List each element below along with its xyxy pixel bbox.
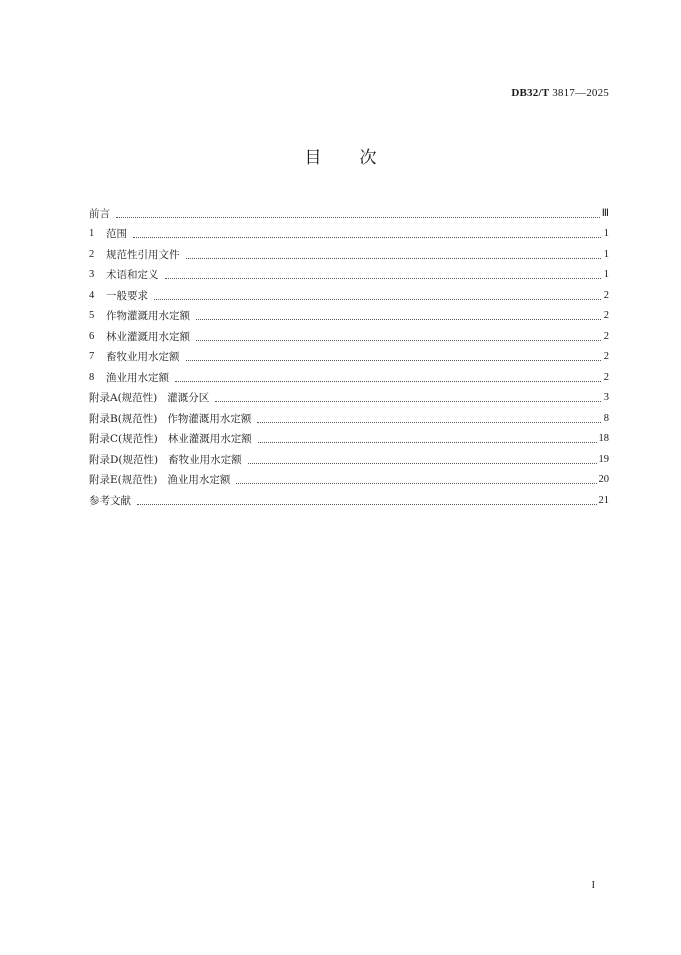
toc-leader-dots xyxy=(258,441,597,443)
toc-entry-page: Ⅲ xyxy=(601,207,609,219)
page-title-char-1: 目 xyxy=(304,148,322,168)
toc-entry-label: 附录C(规范性) xyxy=(89,433,158,445)
toc-entry-page: 20 xyxy=(598,474,609,485)
toc-leader-dots xyxy=(154,298,601,300)
toc-leader-dots xyxy=(116,216,600,218)
toc-entry-page: 1 xyxy=(603,269,609,280)
toc-leader-dots xyxy=(257,421,601,423)
toc-leader-dots xyxy=(137,503,597,505)
toc-entry-page: 2 xyxy=(603,351,609,362)
toc-entry[interactable] xyxy=(89,200,609,221)
toc-entry-label: 附录A(规范性) xyxy=(89,392,158,404)
page-title-char-2: 次 xyxy=(359,148,377,168)
page-number: I xyxy=(591,880,595,891)
toc-entry[interactable] xyxy=(89,426,609,447)
toc-entry-label: 附录D(规范性) xyxy=(89,453,159,466)
toc-leader-dots xyxy=(248,462,597,464)
toc-entry-label: 附录B(规范性) xyxy=(89,412,158,425)
toc-entry-label: 畜牧业用水定额 xyxy=(106,351,180,363)
toc-entry[interactable] xyxy=(89,385,609,406)
document-code xyxy=(511,87,609,99)
toc-entry[interactable] xyxy=(89,303,609,324)
toc-entry-number: 2 xyxy=(89,248,95,260)
toc-leader-dots xyxy=(175,380,601,382)
toc-entry-label: 范围 xyxy=(106,228,127,240)
toc-leader-dots xyxy=(196,339,601,341)
toc-entry[interactable] xyxy=(89,467,609,488)
toc-entry[interactable] xyxy=(89,364,609,385)
toc-leader-dots xyxy=(196,318,601,320)
toc-entry-label: 渔业用水定额 xyxy=(106,371,169,384)
toc-entry[interactable] xyxy=(89,241,609,262)
toc-entry[interactable] xyxy=(89,221,609,242)
toc-entry-label: 林业灌溉用水定额 xyxy=(106,330,190,343)
toc-entry-page: 1 xyxy=(603,228,609,239)
toc-entry[interactable] xyxy=(89,282,609,303)
toc-entry[interactable] xyxy=(89,405,609,426)
toc-entry-page: 21 xyxy=(598,494,609,506)
toc-leader-dots xyxy=(236,482,596,484)
toc-entry-page: 3 xyxy=(603,392,609,403)
toc-entry[interactable] xyxy=(89,487,609,508)
toc-entry-page: 1 xyxy=(603,248,609,260)
toc-entry-sublabel: 渔业用水定额 xyxy=(167,474,231,486)
toc-entry-page: 2 xyxy=(603,310,609,321)
toc-entry-label: 一般要求 xyxy=(106,289,148,302)
toc-entry-page: 19 xyxy=(598,453,609,465)
document-code-prefix: DB32/T xyxy=(511,87,550,99)
toc-entry-page: 2 xyxy=(603,330,609,342)
toc-entry-label: 术语和定义 xyxy=(106,269,159,281)
toc-leader-dots xyxy=(165,277,602,279)
toc-entry-page: 18 xyxy=(598,433,609,444)
toc-entry-number: 8 xyxy=(89,371,95,383)
toc-leader-dots xyxy=(215,400,601,402)
toc-entry[interactable] xyxy=(89,323,609,344)
toc-entry-number: 7 xyxy=(89,351,95,362)
table-of-contents xyxy=(89,200,609,508)
toc-entry-page: 2 xyxy=(603,371,609,383)
toc-entry[interactable] xyxy=(89,446,609,467)
toc-entry-number: 3 xyxy=(89,269,95,280)
toc-entry-label: 附录E(规范性) xyxy=(89,474,158,486)
toc-entry-label: 规范性引用文件 xyxy=(106,248,180,261)
toc-leader-dots xyxy=(186,257,602,259)
toc-entry-label: 作物灌溉用水定额 xyxy=(106,310,190,322)
toc-entry-page: 2 xyxy=(603,289,609,301)
toc-entry-label: 前言 xyxy=(89,207,110,220)
page-title xyxy=(0,143,681,168)
toc-entry-number: 4 xyxy=(89,289,95,301)
toc-leader-dots xyxy=(186,359,602,361)
toc-entry-page: 8 xyxy=(603,412,609,424)
toc-entry-sublabel: 灌溉分区 xyxy=(167,392,210,404)
toc-entry-sublabel: 林业灌溉用水定额 xyxy=(167,433,252,445)
toc-entry-number: 1 xyxy=(89,228,95,239)
toc-entry[interactable] xyxy=(89,344,609,365)
toc-entry-number: 6 xyxy=(89,330,95,342)
toc-entry[interactable] xyxy=(89,262,609,283)
document-code-number: 3817—2025 xyxy=(549,87,609,99)
toc-entry-label: 参考文献 xyxy=(89,494,131,507)
toc-entry-sublabel: 作物灌溉用水定额 xyxy=(167,412,252,425)
toc-leader-dots xyxy=(133,236,601,238)
toc-entry-number: 5 xyxy=(89,310,95,321)
toc-entry-sublabel: 畜牧业用水定额 xyxy=(168,453,242,466)
